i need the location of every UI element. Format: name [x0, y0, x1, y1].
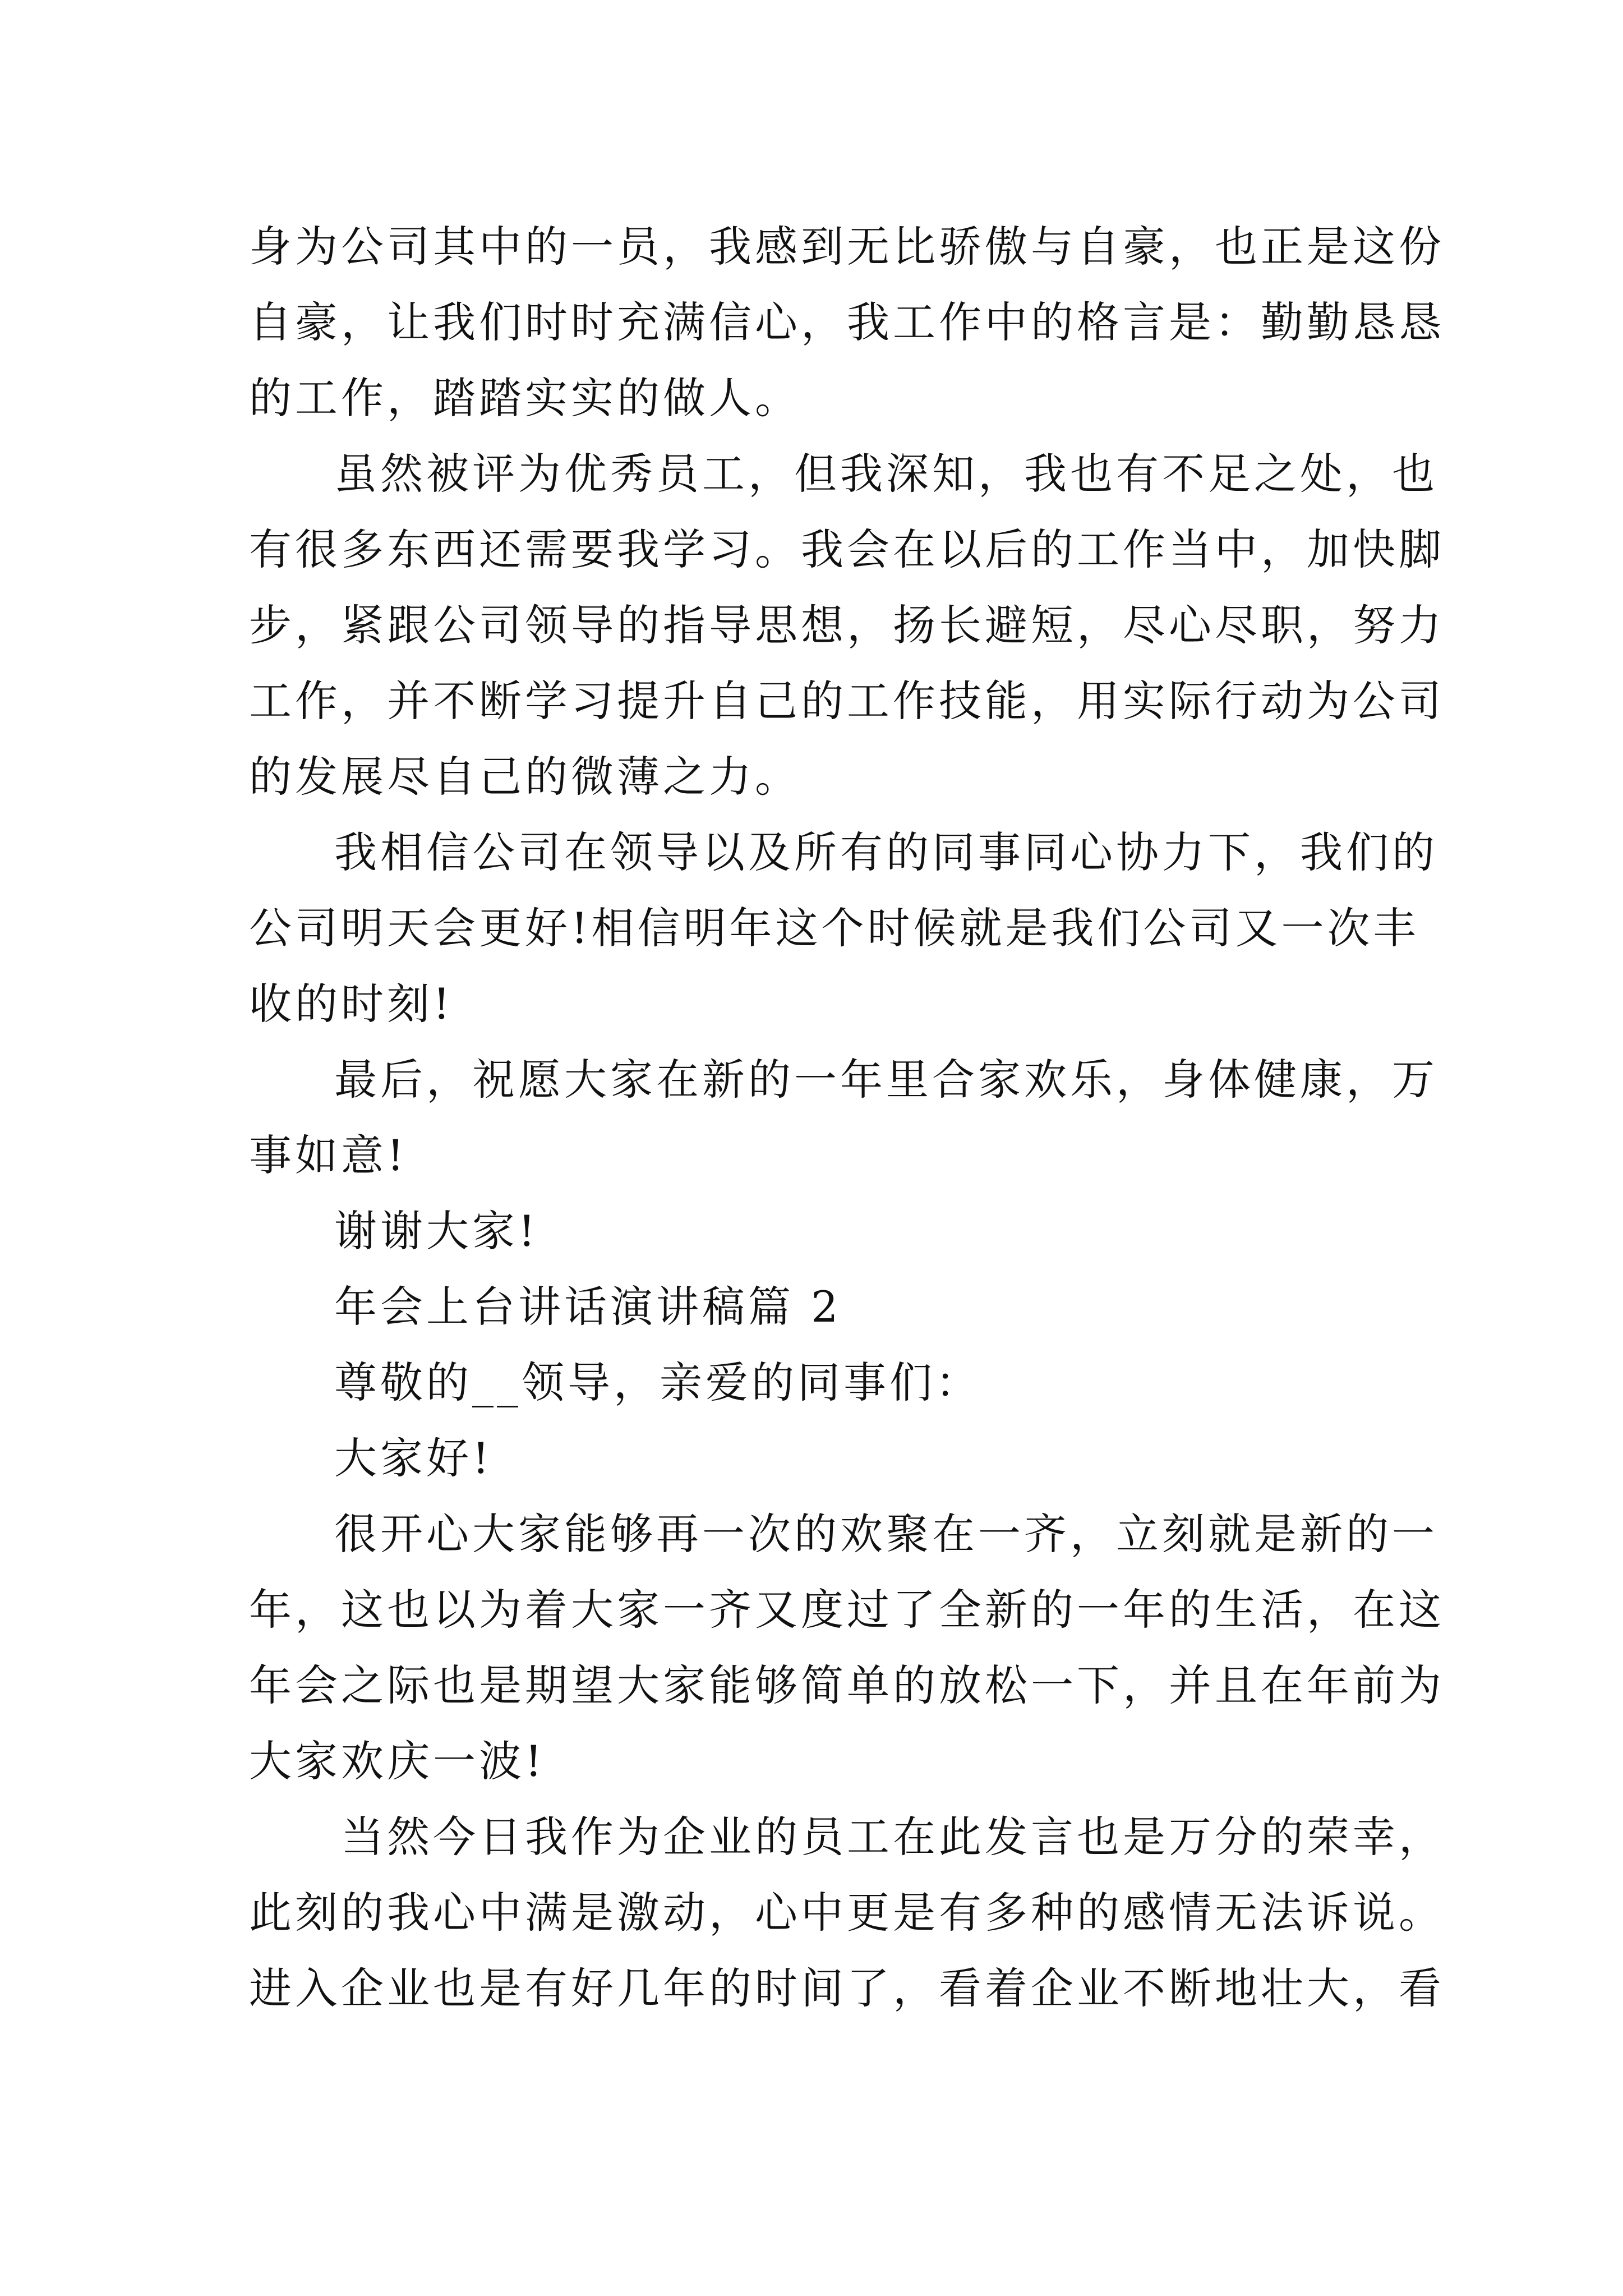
paragraph-5: [249, 1496, 1445, 1799]
paragraph-4: [249, 1042, 1438, 1193]
greeting: [249, 1420, 1393, 1496]
text-line: 最后，祝愿大家在新的一年里合家欢乐，身体健康，万: [334, 1055, 1438, 1105]
paragraph-2: [249, 436, 1445, 815]
text-line: 年会之际也是期望大家能够简单的放松一下，并且在年前为: [249, 1660, 1445, 1710]
text-line: 当然今日我作为企业的员工在此发言也是万分的荣幸，: [341, 1812, 1445, 1862]
text-line: 大家好!: [334, 1433, 493, 1483]
text-line: 有很多东西还需要我学习。我会在以后的工作当中，加快脚: [249, 524, 1445, 574]
text-line: 的发展尽自己的微薄之力。: [249, 752, 801, 802]
text-line: 身为公司其中的一员，我感到无比骄傲与自豪，也正是这份: [249, 222, 1445, 272]
text-line: 此刻的我心中满是激动，心中更是有多种的感情无法诉说。: [249, 1888, 1445, 1938]
text-line: 的工作，踏踏实实的做人。: [249, 373, 801, 423]
paragraph-3: [249, 815, 1438, 1042]
text-line: 年会上台讲话演讲稿篇 2: [334, 1282, 842, 1332]
text-line: 工作，并不断学习提升自己的工作技能，用实际行动为公司: [249, 676, 1445, 726]
text-line: 很开心大家能够再一次的欢聚在一齐，立刻就是新的一: [334, 1509, 1438, 1559]
paragraph-6: [249, 1799, 1445, 2026]
document-body: [249, 209, 1445, 2026]
salutation: [249, 1345, 1393, 1420]
text-line: 大家欢庆一波!: [249, 1736, 546, 1786]
paragraph-thanks: [249, 1193, 1393, 1269]
text-line: 虽然被评为优秀员工，但我深知，我也有不足之处，也: [334, 449, 1438, 499]
paragraph-1: [249, 209, 1445, 436]
text-line: 步，紧跟公司领导的指导思想，扬长避短，尽心尽职，努力: [249, 600, 1445, 650]
text-line: 年，这也以为着大家一齐又度过了全新的一年的生活，在这: [249, 1585, 1445, 1635]
text-line: 自豪，让我们时时充满信心，我工作中的格言是：勤勤恳恳: [249, 297, 1445, 347]
text-line: 公司明天会更好!相信明年这个时候就是我们公司又一次丰: [249, 903, 1419, 953]
text-line: 进入企业也是有好几年的时间了，看着企业不断地壮大，看: [249, 1963, 1445, 2013]
text-line: 我相信公司在领导以及所有的同事同心协力下，我们的: [334, 827, 1438, 877]
text-line: 收的时刻!: [249, 979, 454, 1029]
text-line: 尊敬的__领导，亲爱的同事们：: [334, 1358, 981, 1407]
section-title: [249, 1269, 1393, 1345]
text-line: 谢谢大家!: [334, 1206, 539, 1256]
text-line: 事如意!: [249, 1130, 408, 1180]
